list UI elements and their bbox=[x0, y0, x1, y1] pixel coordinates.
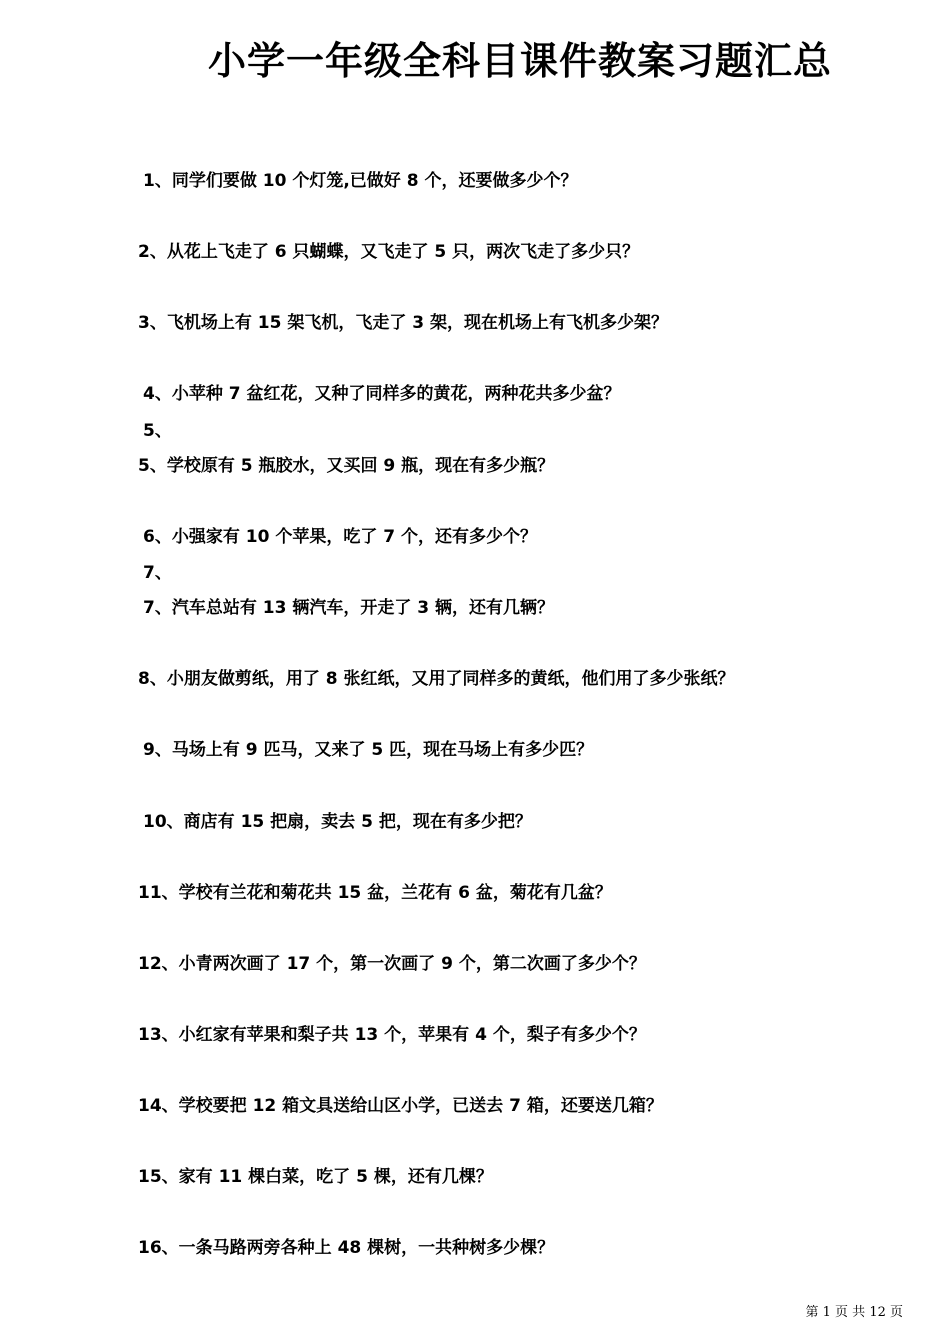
problem-5-stub: 5、 bbox=[143, 421, 172, 441]
problem-6: 6、小强家有 10 个苹果，吃了 7 个，还有多少个？ bbox=[143, 527, 537, 547]
problem-13: 13、小红家有苹果和梨子共 13 个，苹果有 4 个，梨子有多少个？ bbox=[138, 1025, 646, 1045]
problem-11: 11、学校有兰花和菊花共 15 盆，兰花有 6 盆，菊花有几盆？ bbox=[138, 883, 612, 903]
problem-7-stub: 7、 bbox=[143, 563, 172, 583]
problem-3: 3、飞机场上有 15 架飞机，飞走了 3 架，现在机场上有飞机多少架？ bbox=[138, 313, 668, 333]
page-footer: 第 1 页 共 12 页 bbox=[805, 1305, 903, 1320]
problem-1: 1、同学们要做 10 个灯笼,已做好 8 个，还要做多少个？ bbox=[143, 171, 578, 191]
problem-15: 15、家有 11 棵白菜，吃了 5 棵，还有几棵？ bbox=[138, 1167, 493, 1187]
problem-10: 10、商店有 15 把扇，卖去 5 把，现在有多少把？ bbox=[143, 812, 532, 832]
problem-8: 8、小朋友做剪纸，用了 8 张红纸，又用了同样多的黄纸，他们用了多少张纸？ bbox=[138, 669, 735, 689]
problem-9: 9、马场上有 9 匹马，又来了 5 匹，现在马场上有多少匹？ bbox=[143, 740, 594, 760]
problem-14: 14、学校要把 12 箱文具送给山区小学，已送去 7 箱，还要送几箱？ bbox=[138, 1096, 663, 1116]
problem-5: 5、学校原有 5 瓶胶水，又买回 9 瓶，现在有多少瓶？ bbox=[138, 456, 555, 476]
problem-12: 12、小青两次画了 17 个，第一次画了 9 个，第二次画了多少个？ bbox=[138, 954, 646, 974]
problem-7: 7、汽车总站有 13 辆汽车，开走了 3 辆，还有几辆？ bbox=[143, 598, 554, 618]
problem-2: 2、从花上飞走了 6 只蝴蝶，又飞走了 5 只，两次飞走了多少只？ bbox=[138, 242, 640, 262]
problem-16: 16、一条马路两旁各种上 48 棵树，一共种树多少棵？ bbox=[138, 1238, 555, 1258]
problem-4: 4、小苹种 7 盆红花，又种了同样多的黄花，两种花共多少盆？ bbox=[143, 384, 621, 404]
document-title: 小学一年级全科目课件教案习题汇总 bbox=[207, 39, 832, 83]
